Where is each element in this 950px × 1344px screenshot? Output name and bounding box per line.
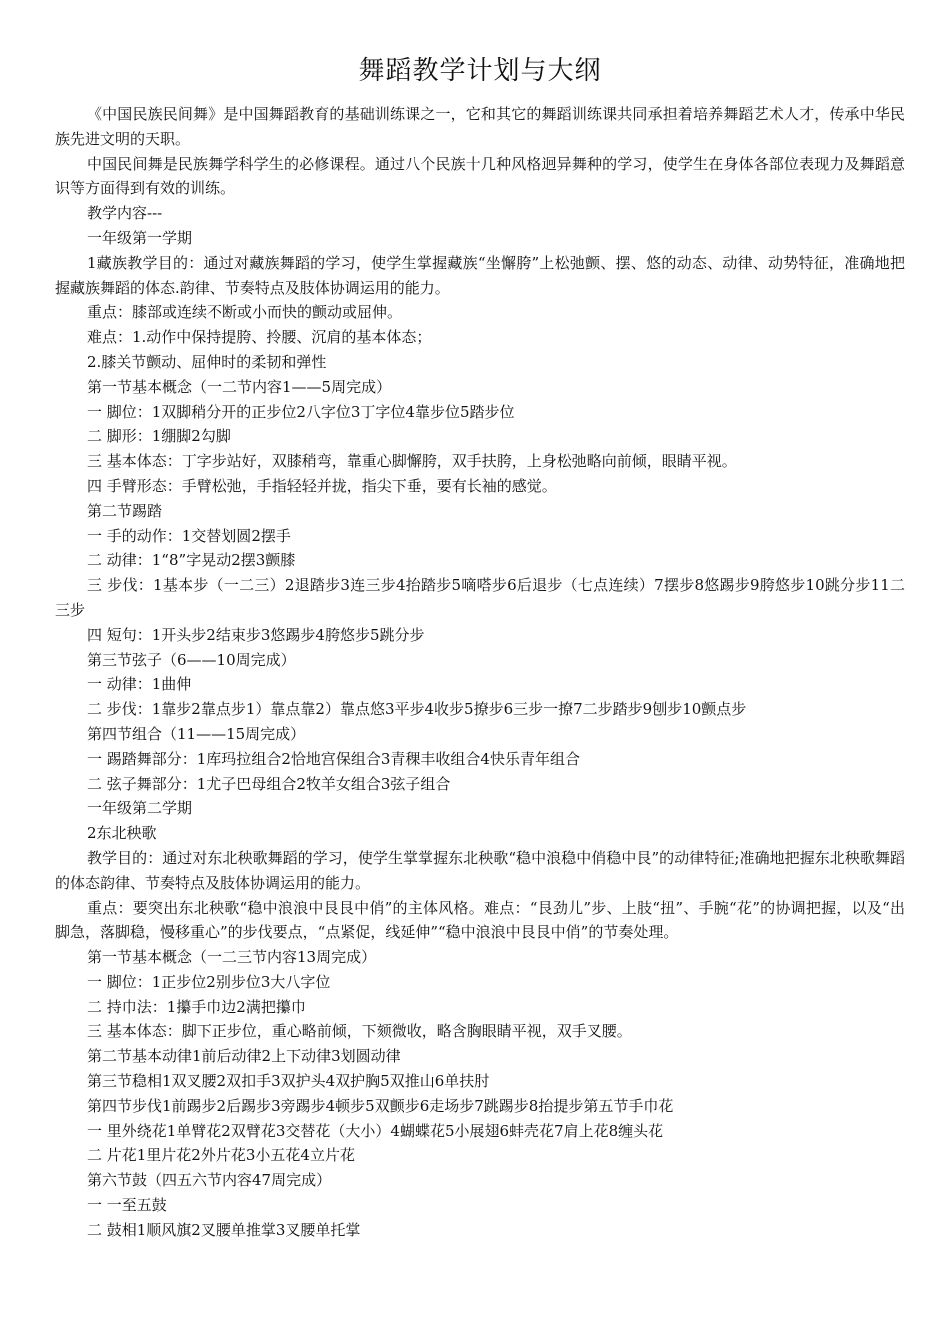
section-heading: 教学内容--- — [87, 204, 163, 223]
list-item: 四 短句：1开头步2结束步3悠踢步4胯悠步5跳分步 — [87, 625, 425, 644]
list-item: 一 脚位：1正步位2别步位3大八字位 — [87, 972, 331, 991]
list-item: 二 片花1里片花2外片花3小五花4立片花 — [87, 1146, 355, 1165]
difficulty-line: 难点：1.动作中保持提胯、拎腰、沉肩的基本体态； — [87, 328, 432, 347]
lesson-heading: 第六节鼓（四五六节内容47周完成） — [87, 1171, 332, 1190]
list-item: 一 一至五鼓 — [87, 1196, 167, 1215]
list-item: 三 基本体态：脚下正步位，重心略前倾，下颏微收，略含胸眼睛平视，双手叉腰。 — [87, 1022, 632, 1041]
intro-paragraph: 《中国民族民间舞》是中国舞蹈教育的基础训练课之一，它和其它的舞蹈训练课共同承担着培养舞蹈艺术人才，传承中华民族先进文明的天职。 — [55, 105, 905, 148]
teaching-goal-paragraph: 1藏族教学目的：通过对藏族舞蹈的学习，使学生掌握藏族“坐懈胯”上松弛颤、摆、悠的动态、动律、动势特征，准确地把握藏族舞蹈的体态.韵律、节奏特点及肢体协调运用的能力。 — [55, 253, 905, 297]
lesson-heading: 第四节组合（11——15周完成） — [87, 724, 306, 743]
key-point-paragraph: 重点：要突出东北秧歌“稳中浪浪中艮艮中俏”的主体风格。难点：“艮劲儿”步、上肢“扭”、手腕“花”的协调把握，以及“出脚急，落脚稳，慢移重心”的步伐要点，“点紧促，线延伸”“稳中浪浪中艮艮中俏”的节奏处理。 — [55, 898, 905, 942]
list-item: 一 脚位：1双脚稍分开的正步位2八字位3丁字位4靠步位5踏步位 — [87, 402, 515, 421]
list-item: 一 手的动作：1交替划圆2摆手 — [87, 526, 291, 545]
list-item: 一 里外绕花1单臂花2双臂花3交替花（大小）4蝴蝶花5小展翅6蚌壳花7肩上花8缠头花 — [87, 1121, 664, 1140]
list-item: 二 动律：1“8”字晃动2摆3颤膝 — [87, 551, 296, 570]
list-item: 三 步伐：1基本步（一二三）2退踏步3连三步4抬踏步5嘀嗒步6后退步（七点连续）7摆步8悠踢步9胯悠步10跳分步11二三步 — [55, 576, 905, 619]
key-point-line: 重点：膝部或连续不断或小而快的颤动或屈伸。 — [87, 303, 403, 322]
lesson-heading: 第一节基本概念（一二三节内容13周完成） — [87, 948, 377, 967]
lesson-heading: 第三节稳相1双叉腰2双扣手3双护头4双护胸5双推山6单扶肘 — [87, 1072, 490, 1091]
list-item: 三 基本体态：丁字步站好，双膝稍弯，靠重心脚懈胯，双手扶胯，上身松弛略向前倾，眼睛平视。 — [87, 452, 737, 471]
list-item: 四 手臂形态：手臂松弛，手指轻轻并拢，指尖下垂，要有长袖的感觉。 — [87, 476, 557, 495]
lesson-heading: 第四节步伐1前踢步2后踢步3旁踢步4顿步5双颤步6走场步7跳踢步8抬提步第五节手巾花 — [87, 1096, 674, 1115]
lesson-heading: 第二节基本动律1前后动律2上下动律3划圆动律 — [87, 1047, 401, 1066]
difficulty-line: 2.膝关节颤动、屈伸时的柔韧和弹性 — [87, 352, 327, 371]
lesson-heading: 第三节弦子（6——10周完成） — [87, 650, 296, 669]
document-title: 舞蹈教学计划与大纲 — [358, 56, 602, 86]
list-item: 二 脚形：1绷脚2勾脚 — [87, 427, 231, 446]
list-item: 一 踢踏舞部分：1库玛拉组合2恰地宫保组合3青稞丰收组合4快乐青年组合 — [87, 749, 580, 768]
list-item: 二 持巾法：1攥手巾边2满把攥巾 — [87, 997, 306, 1016]
semester-heading: 一年级第一学期 — [87, 228, 193, 247]
document-body — [55, 102, 905, 1243]
lesson-heading: 第一节基本概念（一二节内容1——5周完成） — [87, 377, 392, 396]
list-item: 二 弦子舞部分：1尤子巴母组合2牧羊女组合3弦子组合 — [87, 774, 451, 793]
semester-heading: 一年级第二学期 — [87, 799, 193, 818]
section-heading: 2东北秧歌 — [87, 824, 157, 843]
intro-paragraph: 中国民间舞是民族舞学科学生的必修课程。通过八个民族十几种风格迥异舞种的学习，使学生在身体各部位表现力及舞蹈意识等方面得到有效的训练。 — [55, 154, 905, 198]
document-page — [55, 52, 905, 1243]
lesson-heading: 第二节踢踏 — [87, 501, 163, 520]
teaching-goal-paragraph: 教学目的：通过对东北秧歌舞蹈的学习，使学生掌掌握东北秧歌“稳中浪稳中俏稳中艮”的动律特征;准确地把握东北秧歌舞蹈的体态韵律、节奏特点及肢体协调运用的能力。 — [55, 848, 905, 892]
list-item: 二 步伐：1靠步2靠点步1）靠点靠2）靠点悠3平步4收步5撩步6三步一撩7二步踏步9刨步10颤点步 — [87, 700, 747, 719]
list-item: 二 鼓相1顺风旗2叉腰单推掌3叉腰单托掌 — [87, 1220, 361, 1239]
list-item: 一 动律：1曲伸 — [87, 675, 192, 694]
